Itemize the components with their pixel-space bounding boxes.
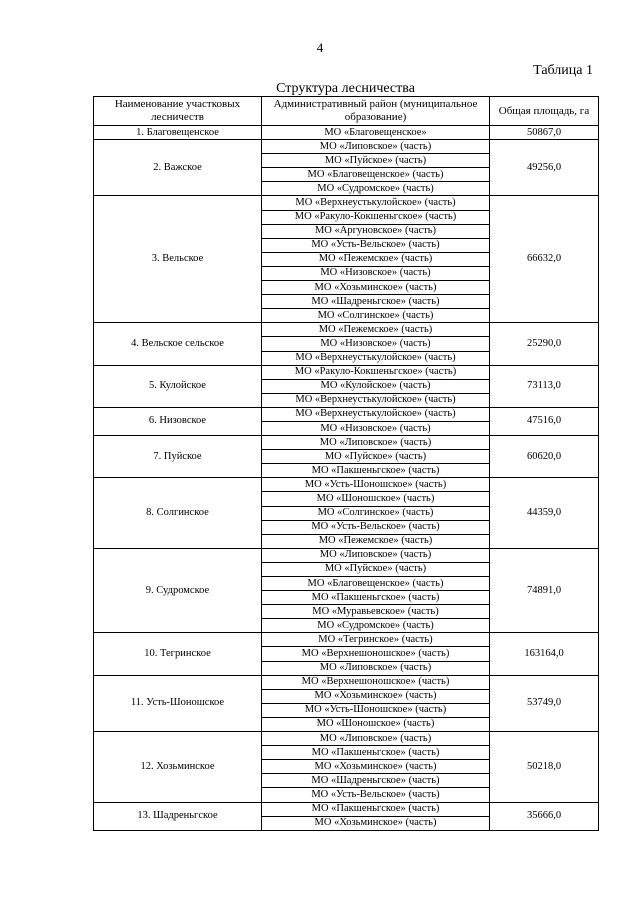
district-cell: МО «Пежемское» (часть) — [262, 323, 490, 337]
district-cell: МО «Пуйское» (часть) — [262, 450, 490, 464]
district-cell: МО «Тегринское» (часть) — [262, 633, 490, 647]
total-area-cell: 50867,0 — [490, 126, 599, 140]
forestry-name-cell: 3. Вельское — [94, 196, 262, 323]
district-cell: МО «Благовещенское» (часть) — [262, 577, 490, 591]
header-admin-district: Административный район (муниципальное образование) — [262, 97, 490, 126]
table-row — [94, 126, 599, 140]
district-cell: МО «Солгинское» (часть) — [262, 506, 490, 520]
table-row — [94, 323, 599, 337]
forestry-name-cell: 2. Важское — [94, 140, 262, 196]
district-cell: МО «Пакшеньгское» (часть) — [262, 591, 490, 605]
total-area-cell: 49256,0 — [490, 140, 599, 196]
district-cell: МО «Пежемское» (часть) — [262, 534, 490, 548]
district-cell: МО «Верхнеустькулойское» (часть) — [262, 407, 490, 421]
total-area-cell: 73113,0 — [490, 365, 599, 407]
district-cell: МО «Усть-Шоношское» (часть) — [262, 703, 490, 717]
table-row — [94, 548, 599, 562]
district-cell: МО «Усть-Вельское» (часть) — [262, 238, 490, 252]
district-cell: МО «Шадреньгское» (часть) — [262, 774, 490, 788]
district-cell: МО «Хозьминское» (часть) — [262, 689, 490, 703]
forestry-name-cell: 4. Вельское сельское — [94, 323, 262, 365]
header-forestry-name: Наименование участковых лесничеств — [94, 97, 262, 126]
table-body — [94, 126, 599, 831]
forestry-name-cell: 6. Низовское — [94, 407, 262, 435]
district-cell: МО «Усть-Вельское» (часть) — [262, 520, 490, 534]
forestry-name-cell: 1. Благовещенское — [94, 126, 262, 140]
forestry-name-cell: 11. Усть-Шоношское — [94, 675, 262, 731]
district-cell: МО «Аргуновское» (часть) — [262, 224, 490, 238]
table-row — [94, 436, 599, 450]
total-area-cell: 25290,0 — [490, 323, 599, 365]
page-number: 4 — [316, 40, 324, 55]
district-cell: МО «Липовское» (часть) — [262, 436, 490, 450]
forestry-name-cell: 5. Кулойское — [94, 365, 262, 407]
district-cell: МО «Пежемское» (часть) — [262, 252, 490, 266]
total-area-cell: 66632,0 — [490, 196, 599, 323]
district-cell: МО «Липовское» (часть) — [262, 548, 490, 562]
district-cell: МО «Пуйское» (часть) — [262, 562, 490, 576]
total-area-cell: 60620,0 — [490, 436, 599, 478]
district-cell: МО «Ракуло-Кокшеньгское» (часть) — [262, 210, 490, 224]
table-row — [94, 633, 599, 647]
total-area-cell: 35666,0 — [490, 802, 599, 830]
forestry-name-cell: 13. Шадреньгское — [94, 802, 262, 830]
district-cell: МО «Низовское» (часть) — [262, 421, 490, 435]
forestry-structure-table — [93, 96, 599, 831]
district-cell: МО «Верхнеустькулойское» (часть) — [262, 351, 490, 365]
district-cell: МО «Пакшеньгское» (часть) — [262, 802, 490, 816]
table-row — [94, 407, 599, 421]
total-area-cell: 47516,0 — [490, 407, 599, 435]
forestry-name-cell: 9. Судромское — [94, 548, 262, 633]
district-cell: МО «Верхнеустькулойское» (часть) — [262, 196, 490, 210]
district-cell: МО «Пакшеньгское» (часть) — [262, 464, 490, 478]
district-cell: МО «Пуйское» (часть) — [262, 154, 490, 168]
total-area-cell: 74891,0 — [490, 548, 599, 633]
district-cell: МО «Хозьминское» (часть) — [262, 816, 490, 830]
district-cell: МО «Верхнешоношское» (часть) — [262, 647, 490, 661]
total-area-cell: 50218,0 — [490, 732, 599, 802]
district-cell: МО «Пакшеньгское» (часть) — [262, 746, 490, 760]
district-cell: МО «Благовещенское» (часть) — [262, 168, 490, 182]
forestry-name-cell: 8. Солгинское — [94, 478, 262, 548]
district-cell: МО «Верхнешоношское» (часть) — [262, 675, 490, 689]
total-area-cell: 163164,0 — [490, 633, 599, 675]
district-cell: МО «Шадреньгское» (часть) — [262, 295, 490, 309]
district-cell: МО «Липовское» (часть) — [262, 140, 490, 154]
table-row — [94, 365, 599, 379]
district-cell: МО «Верхнеустькулойское» (часть) — [262, 393, 490, 407]
header-total-area: Общая площадь, га — [490, 97, 599, 126]
district-cell: МО «Низовское» (часть) — [262, 337, 490, 351]
district-cell: МО «Шоношское» (часть) — [262, 717, 490, 731]
table-row — [94, 196, 599, 210]
district-cell: МО «Усть-Вельское» (часть) — [262, 788, 490, 802]
table-row — [94, 802, 599, 816]
district-cell: МО «Хозьминское» (часть) — [262, 281, 490, 295]
total-area-cell: 53749,0 — [490, 675, 599, 731]
forestry-name-cell: 12. Хозьминское — [94, 732, 262, 802]
total-area-cell: 44359,0 — [490, 478, 599, 548]
forestry-name-cell: 10. Тегринское — [94, 633, 262, 675]
district-cell: МО «Солгинское» (часть) — [262, 309, 490, 323]
district-cell: МО «Муравьевское» (часть) — [262, 605, 490, 619]
district-cell: МО «Ракуло-Кокшеньгское» (часть) — [262, 365, 490, 379]
district-cell: МО «Липовское» (часть) — [262, 661, 490, 675]
district-cell: МО «Усть-Шоношское» (часть) — [262, 478, 490, 492]
district-cell: МО «Судромское» (часть) — [262, 619, 490, 633]
district-cell: МО «Шоношское» (часть) — [262, 492, 490, 506]
district-cell: МО «Благовещенское» — [262, 126, 490, 140]
district-cell: МО «Липовское» (часть) — [262, 732, 490, 746]
forestry-name-cell: 7. Пуйское — [94, 436, 262, 478]
district-cell: МО «Судромское» (часть) — [262, 182, 490, 196]
table-label: Таблица 1 — [533, 63, 593, 78]
table-row — [94, 675, 599, 689]
district-cell: МО «Низовское» (часть) — [262, 266, 490, 280]
table-row — [94, 140, 599, 154]
table-row — [94, 478, 599, 492]
table-row — [94, 732, 599, 746]
table-caption: Структура лесничества — [276, 81, 415, 96]
table-header-row — [94, 97, 599, 126]
district-cell: МО «Кулойское» (часть) — [262, 379, 490, 393]
district-cell: МО «Хозьминское» (часть) — [262, 760, 490, 774]
